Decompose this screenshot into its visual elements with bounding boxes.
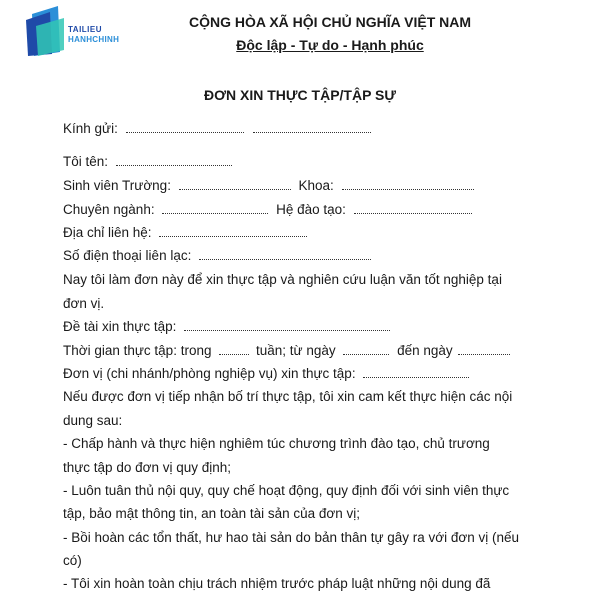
bullet-2-line-1: - Luôn tuân thủ nội quy, quy chế hoạt động, quy định đối với sinh viên thực	[63, 483, 510, 498]
label-he: Hệ đào tạo:	[276, 202, 346, 217]
tailieuhanhchinh-logo	[24, 6, 144, 58]
label-kinh-gui: Kính gửi:	[63, 121, 118, 136]
label-tuan: tuần; từ ngày	[256, 343, 336, 358]
label-donvi: Đơn vị (chi nhánh/phòng nghiệp vụ) xin thực tập:	[63, 366, 356, 381]
blank-he	[354, 202, 472, 214]
logo-text-line1: TAILIEU	[68, 25, 103, 34]
line-kinh-gui	[63, 120, 371, 138]
blank-so-tuan	[219, 343, 249, 355]
line-purpose-2: đơn vị.	[63, 296, 105, 311]
label-denngay: đến ngày	[397, 343, 453, 358]
blank-ten	[116, 154, 232, 166]
label-nganh: Chuyên ngành:	[63, 202, 155, 217]
national-title: CỘNG HÒA XÃ HỘI CHỦ NGHĨA VIỆT NAM	[188, 14, 472, 30]
blank-donvi	[363, 366, 469, 378]
line-purpose-1: Nay tôi làm đơn này để xin thực tập và nghiên cứu luận văn tốt nghiệp tại	[63, 272, 502, 287]
logo-text-line2: HANHCHINH	[68, 35, 120, 44]
label-detai: Đề tài xin thực tập:	[63, 319, 177, 334]
line-commit-2: dung sau:	[63, 413, 123, 428]
national-motto: Độc lập - Tự do - Hạnh phúc	[236, 37, 424, 53]
blank-nganh	[162, 202, 268, 214]
line-commit-1: Nếu được đơn vị tiếp nhận bố trí thực tập, tôi xin cam kết thực hiện các nội	[63, 389, 513, 404]
blank-tu-ngay	[343, 343, 389, 355]
blank-kinh-gui-1	[126, 121, 244, 133]
label-ten: Tôi tên:	[63, 154, 109, 169]
blank-kinh-gui-2	[253, 121, 371, 133]
blank-diachi	[159, 225, 307, 237]
bullet-1-line-1: - Chấp hành và thực hiện nghiêm túc chương trình đào tạo, chủ trương	[63, 436, 490, 451]
line-donvi	[63, 365, 469, 383]
line-sdt	[63, 247, 371, 265]
document-title: ĐƠN XIN THỰC TẬP/TẬP SỰ	[203, 87, 397, 103]
bullet-3-line-2: có)	[63, 553, 82, 568]
bullet-1-line-2: thực tập do đơn vị quy định;	[63, 460, 231, 475]
blank-truong	[179, 178, 291, 190]
line-ten	[63, 153, 232, 171]
line-detai	[63, 318, 390, 336]
label-thoigian: Thời gian thực tập: trong	[63, 343, 212, 358]
label-khoa: Khoa:	[298, 178, 334, 193]
line-truong	[63, 177, 474, 195]
line-diachi	[63, 224, 307, 242]
blank-sdt	[199, 248, 371, 260]
logo-mark-icon	[24, 6, 68, 56]
bullet-4-line-1: - Tôi xin hoàn toàn chịu trách nhiệm trước pháp luật những nội dung đã	[63, 576, 491, 591]
blank-den-ngay	[458, 343, 510, 355]
bullet-3-line-1: - Bồi hoàn các tổn thất, hư hao tài sản do bản thân tự gây ra với đơn vị (nếu	[63, 530, 520, 545]
label-sdt: Số điện thoại liên lạc:	[63, 248, 192, 263]
blank-khoa	[342, 178, 474, 190]
line-nganh	[63, 201, 472, 219]
blank-detai	[184, 319, 390, 331]
bullet-2-line-2: tập, bảo mật thông tin, an toàn tài sản của đơn vị;	[63, 506, 361, 521]
label-diachi: Địa chỉ liên hệ:	[63, 225, 152, 240]
line-thoigian	[63, 342, 510, 360]
label-truong: Sinh viên Trường:	[63, 178, 171, 193]
